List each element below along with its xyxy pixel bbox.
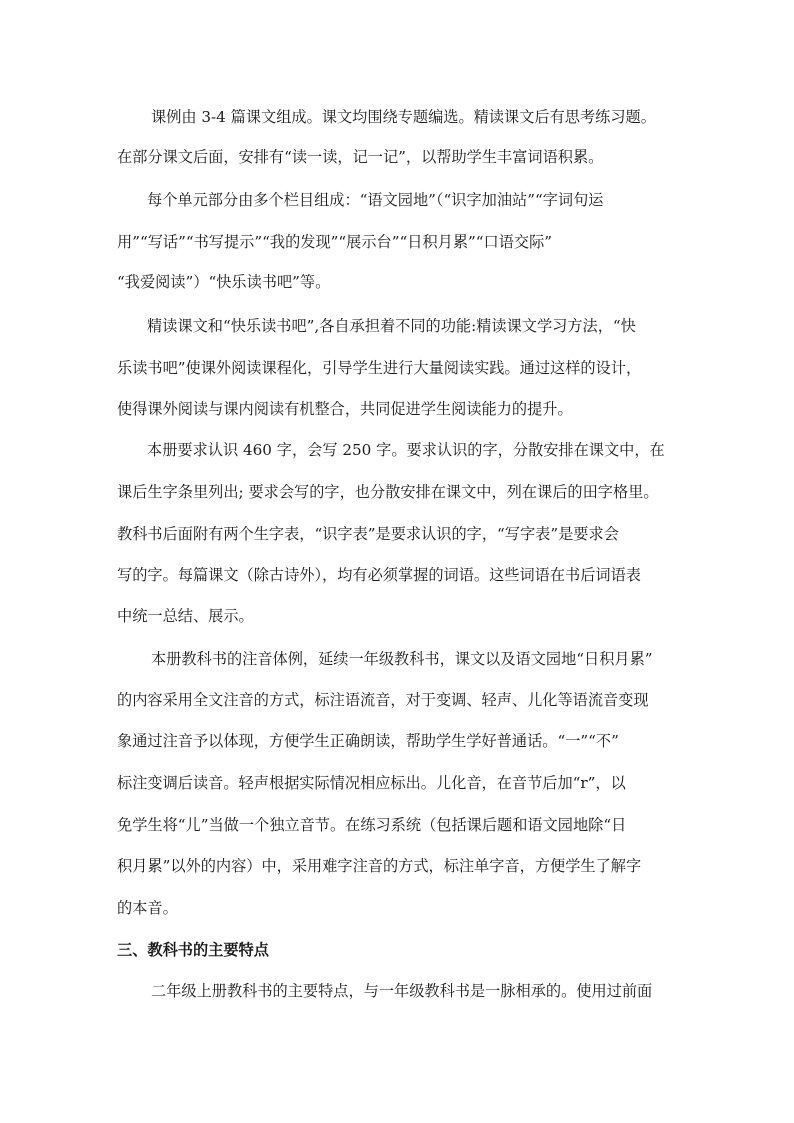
text-line-13: 中统一总结、展示。 — [117, 607, 254, 625]
text-line-12: 写的字。每篇课文（除古诗外），均有必须掌握的词语。这些词语在书后词语表 — [117, 566, 641, 584]
text-line-16: 象通过注音予以体现，方便学生正确朗读，帮助学生学好普通话。“一”“不” — [117, 732, 619, 750]
text-line-22: 二年级上册教科书的主要特点，与一年级教科书是一脉相承的。使用过前面 — [151, 982, 653, 1000]
text-line-10: 课后生字条里列出; 要求会写的字，也分散安排在课文中，列在课后的田字格里。 — [117, 483, 659, 501]
text-line-11: 教科书后面附有两个生字表，“识字表”是要求认识的字，“写字表”是要求会 — [117, 525, 619, 543]
text-line-6: 精读课文和“快乐读书吧”,各自承担着不同的功能:精读课文学习方法，“快 — [147, 317, 636, 335]
text-line-17: 标注变调后读音。轻声根据实际情况相应标出。儿化音，在音节后加“r”，以 — [117, 774, 626, 792]
text-line-8: 使得课外阅读与课内阅读有机整合，共同促进学生阅读能力的提升。 — [117, 400, 573, 418]
text-line-4: 用”“写话”“书写提示”“我的发现”“展示台”“日积月累”“口语交际” — [117, 233, 553, 251]
text-line-20: 的本音。 — [117, 899, 178, 917]
text-line-5: “我爱阅读”）“快乐读书吧”等。 — [117, 273, 331, 291]
text-line-2: 在部分课文后面，安排有“读一读，记一记”，以帮助学生丰富词语积累。 — [117, 148, 604, 166]
text-line-14: 本册教科书的注音体例，延续一年级教科书，课文以及语文园地“日积月累” — [151, 650, 653, 668]
text-line-15: 的内容采用全文注音的方式，标注语流音，对于变调、轻声、儿化等语流音变现 — [117, 691, 649, 709]
text-line-18: 免学生将“儿”当做一个独立音节。在练习系统（包括课后题和语文园地除“日 — [117, 816, 627, 834]
section-heading: 三、教科书的主要特点 — [117, 941, 269, 959]
text-line-9: 本册要求认识 460 字，会写 250 字。要求认识的字，分散安排在课文中，在 — [147, 441, 665, 459]
text-line-7: 乐读书吧”使课外阅读课程化，引导学生进行大量阅读实践。通过这样的设计， — [117, 359, 642, 377]
text-line-3: 每个单元部分由多个栏目组成：“语文园地”（“识字加油站”“字词句运 — [147, 191, 604, 209]
text-line-1: 课例由 3-4 篇课文组成。课文均围绕专题编选。精读课文后有思考练习题。 — [151, 108, 656, 126]
text-line-19: 积月累”以外的内容）中，采用难字注音的方式，标注单字音，方便学生了解字 — [117, 857, 642, 875]
